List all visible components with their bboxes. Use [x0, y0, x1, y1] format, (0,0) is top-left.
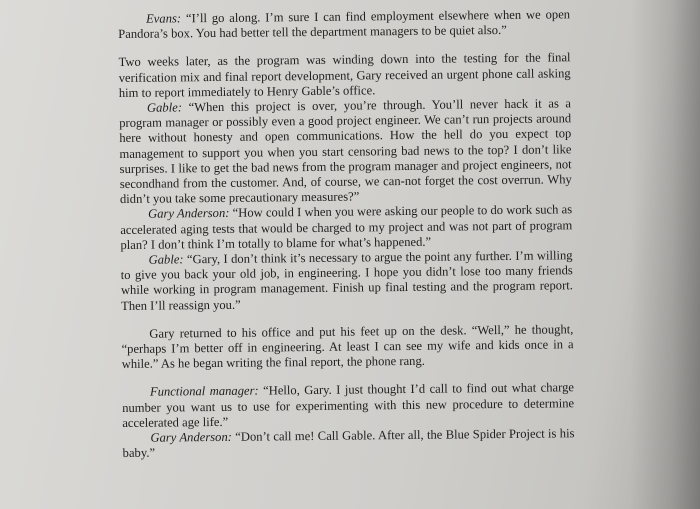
paragraph-gable	[119, 96, 572, 207]
paragraph-text: Gary returned to his office and put his feet up on the desk. “Well,” he thought, “perhaps I’m better off in engineering. At least I can see my wife and kids once in a while.” As he began writing the final report, the phone rang.	[121, 322, 574, 372]
paragraph-evans	[118, 7, 570, 42]
paragraph-narration	[118, 51, 570, 101]
page-edge-shadow	[630, 0, 700, 509]
speaker-label: Evans:	[145, 11, 182, 26]
paragraph-text: “Don’t call me! Call Gable. After all, the Blue Spider Project is his baby.”	[122, 426, 575, 461]
paragraph-gary-anderson	[122, 426, 574, 461]
paragraph-functional-manager	[122, 381, 574, 431]
paragraph-text: Two weeks later, as the program was winding down into the testing for the final verification mix and final report development, Gary received an urgent phone call asking him to report immediately to Henry Gable’s office.	[118, 50, 571, 100]
speaker-label: Gary Anderson:	[150, 429, 232, 445]
paragraph-gary-anderson	[120, 203, 572, 253]
speaker-label: Functional manager:	[149, 384, 259, 400]
book-page-text	[118, 7, 575, 461]
paragraph-text: “I’ll go along. I’m sure I can find employment elsewhere when we open Pandora’s box. You had better tell the department managers to be quiet also.”	[118, 7, 571, 42]
paragraph-narration	[121, 322, 573, 372]
paragraph-gable	[121, 248, 574, 314]
speaker-label: Gable:	[146, 100, 183, 115]
paragraph-text: “How could I when you were asking our people to do work such as accelerated aging tests that would be charged to my project and was not part of program plan? I don’t think I’m totally to blame for what’s happened.”	[120, 202, 573, 252]
speaker-label: Gable:	[148, 252, 184, 267]
speaker-label: Gary Anderson:	[148, 206, 230, 222]
paragraph-text: “When this project is over, you’re through. You’ll never hack it as a program manager or possibly even a good project engineer. We can’t run projects around here without honesty and open communications. How the hell do you expect top management to support you when you start censoring bad news to the top? I don’t like surprises. I like to get the bad news from the program manager and project engineers, not secondhand from the customer. And, of course, we can-not forget the cost overrun. Why didn’t you take some precautionary measures?”	[119, 96, 572, 207]
paragraph-text: “Gary, I don’t think it’s necessary to argue the point any further. I’m willing to give you back your old job, in engineering. I hope you didn’t lose too many friends while working in program management. Finish up final testing and the program report. Then I’ll reassign you.”	[120, 248, 573, 313]
paragraph-text: “Hello, Gary. I just thought I’d call to find out what charge number you want us to use for experimenting with this new procedure to determine accelerated age life.”	[122, 380, 575, 430]
